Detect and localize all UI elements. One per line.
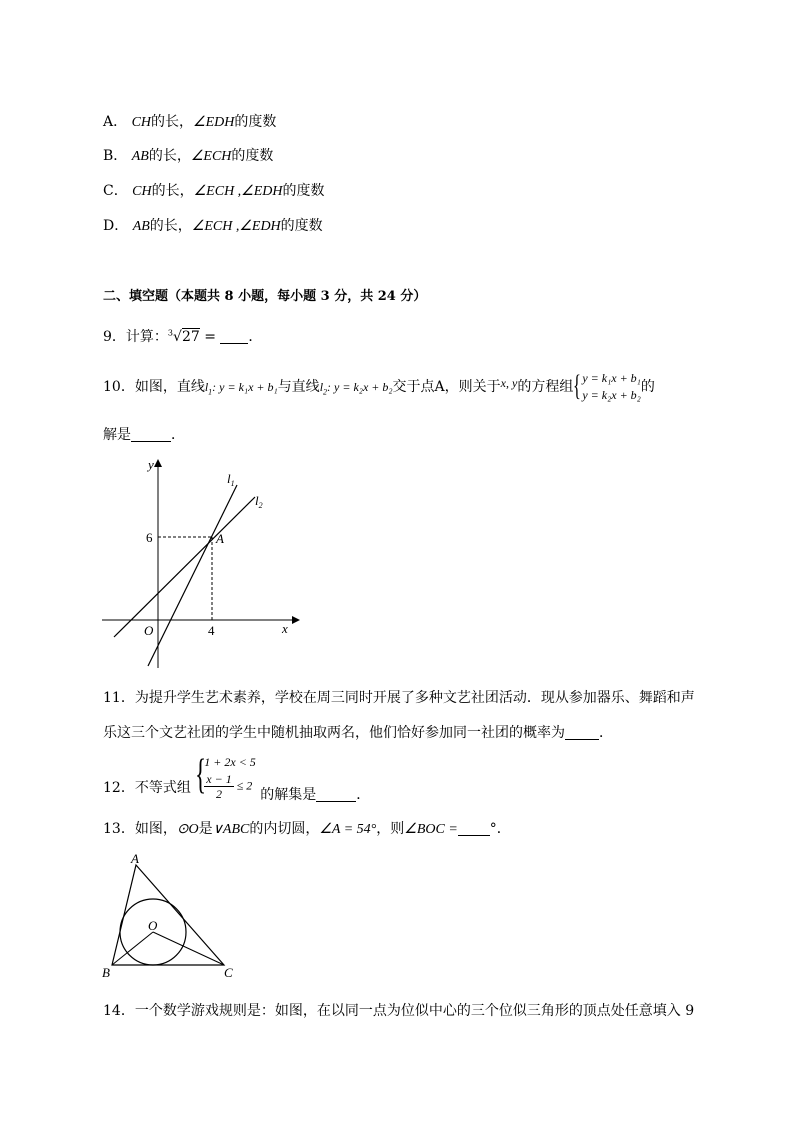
- figure-10-graph: [100, 455, 300, 670]
- question-9: 9．计算：$^3$√27 = ．: [103, 328, 263, 345]
- l2-label: $l_2$: [255, 493, 263, 510]
- origin-label: O: [144, 623, 154, 638]
- answer-blank: [220, 329, 248, 344]
- point-a-label: A: [216, 531, 224, 546]
- option-a: A． CH的长，∠EDH的度数: [103, 114, 277, 130]
- answer-blank: [316, 787, 356, 802]
- x-label: x: [282, 621, 288, 636]
- option-d: D． AB的长，∠ECH ,∠EDH的度数: [103, 218, 323, 234]
- answer-blank: [565, 725, 599, 740]
- vertex-b-label: B: [102, 965, 110, 980]
- question-13: 13．如图，⊙O是∨ABC的内切圆，∠A = 54°，则∠BOC = °．: [103, 821, 511, 837]
- line-l2: [114, 497, 255, 637]
- center-o-label: O: [148, 918, 158, 933]
- segment-co: [153, 932, 224, 965]
- section2-title: 二、填空题（本题共 8 小题，每小题 3 分，共 24 分）: [103, 289, 427, 304]
- question-14-line1: 14．一个数学游戏规则是：如图，在以同一点为位似中心的三个位似三角形的顶点处任意填入 9: [103, 1003, 695, 1019]
- l1-label: $l_1$: [227, 471, 235, 488]
- tick-x-4: 4: [208, 623, 215, 638]
- question-11-line2: 乐这三个文艺社团的学生中随机抽取两名，他们恰好参加同一社团的概率为 ．: [103, 725, 613, 741]
- question-11-line1: 11．为提升学生艺术素养，学校在周三同时开展了多种文艺社团活动．现从参加器乐、舞蹈和声: [103, 690, 695, 706]
- equation-system: { y = k₁x + b₁ y = k₂x + b₂: [573, 369, 641, 402]
- option-c: C． CH的长，∠ECH ,∠EDH的度数: [103, 183, 325, 199]
- question-10-line2: 解是 ．: [103, 427, 185, 443]
- answer-blank: [458, 821, 490, 836]
- triangle-abc: [112, 865, 224, 965]
- vertex-c-label: C: [224, 965, 233, 980]
- y-label: y: [148, 457, 154, 472]
- question-10: 10．如图，直线$l_1$: y = k₁x + b₁与直线$l_2$: y = k₂x + b₂交于点A，则关于x, y的方程组 { y = k₁x + b₁ y = k₂x + b₂ 的: [103, 369, 655, 402]
- answer-blank: [131, 427, 171, 442]
- question-12: 12．不等式组 { 1 + 2x < 5 $\frac{x - 1}{2} \le 2$ 的解集是 ．: [103, 752, 371, 803]
- option-b: B． AB的长，∠ECH的度数: [103, 148, 274, 164]
- line-l1: [148, 485, 237, 666]
- tick-y-6: 6: [146, 530, 153, 545]
- vertex-a-label: A: [131, 851, 139, 866]
- y-axis-arrow: [154, 459, 162, 467]
- figure-13-triangle: [100, 850, 245, 980]
- x-axis-arrow: [292, 616, 300, 624]
